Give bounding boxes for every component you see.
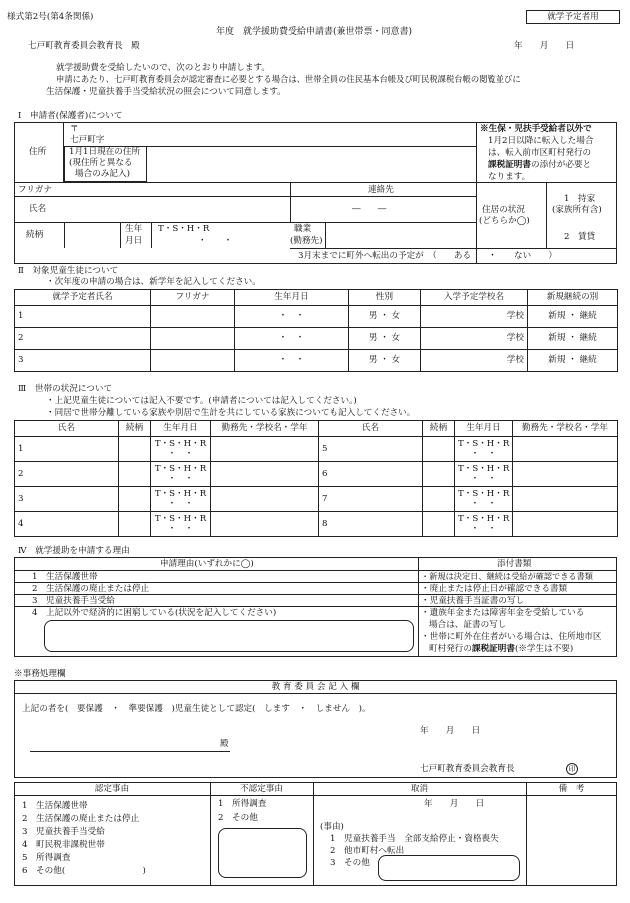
board-entry-title: 教 育 委 員 会 記 入 欄 <box>271 682 360 692</box>
certification-line[interactable]: 上記の者を( 要保護 ・ 準要保護 )児童生徒として認定( します ・ しません )。 <box>22 704 371 714</box>
table-row: 1 ・ ・ 男 ・ 女 学校 新規 ・ 継続 <box>15 306 618 328</box>
reason-col-header: 申請理由(いずれかに◯) <box>160 559 254 569</box>
cancellation-reason-label: (事由) <box>320 822 344 832</box>
reason-1[interactable]: 1 生活保護世帯 <box>32 572 98 582</box>
application-date: 年 月 日 <box>514 41 575 51</box>
section-3-heading: Ⅲ 世帯の状況について <box>18 384 113 394</box>
attachment-4a: ・遺族年金または障害年金を受給している <box>421 608 585 618</box>
attachment-5b: 町村発行の <box>429 644 472 654</box>
col-sex: 性別 <box>349 290 421 306</box>
housing-label-2: (どちらか◯) <box>479 216 530 226</box>
note-line-1: ※生保・児扶手受給者以外で <box>480 124 592 134</box>
attachment-3: ・児童扶養手当証書の写し <box>421 596 525 606</box>
housing-option-2[interactable]: 2 賃貸 <box>564 232 596 242</box>
prev-address-label-3: 場合のみ記入) <box>75 169 130 179</box>
note-line-2: 1月2日以降に転入した場合 <box>488 136 594 146</box>
recipient-dono: 殿 <box>220 739 229 749</box>
household-table: 氏名 続柄 生年月日 勤務先・学校名・学年 氏名 続柄 生年月日 勤務先・学校名・学年 1 T・S・H・R ・ ・ 5 T・S・H・R ・ ・ 2 T・S・H・R ・ ・ 6 T・S・H・R ・ ・ 3 T・S・H・R ・ ・ 7 T・S・H・R ・ ・ 4 T・S・H・R ・ ・ 8 T・S・H・R ・ ・ <box>14 420 618 537</box>
intro-line-1: 就学援助費を受給したいので、次のとおり申請します。 <box>56 63 270 73</box>
approval-reason-2[interactable]: 2 生活保護の廃止または停止 <box>22 814 140 824</box>
prev-address-label-1: 1月1日現在の住所 <box>69 147 141 157</box>
cancellation-reason-2[interactable]: 2 他市町村へ転出 <box>330 846 405 856</box>
col-school: 入学予定学校名 <box>421 290 528 306</box>
superintendent-sign: 七戸町教育委員会教育長 <box>420 764 515 774</box>
section-3-sub-1: ・上記児童生徒については記入不要です。(申請者については記入してください。) <box>46 396 357 406</box>
reason-4[interactable]: 4 上記以外で経済的に困窮している(状況を記入してください) <box>32 608 277 618</box>
prev-address-label-2: (現住所と異なる <box>69 158 133 168</box>
table-row: 2 ・ ・ 男 ・ 女 学校 新規 ・ 継続 <box>15 328 618 350</box>
attachment-2: ・廃止または停止日が確認できる書類 <box>421 584 568 594</box>
form-badge: 就学予定者用 <box>526 10 620 24</box>
town-prefix: 七戸町字 <box>70 135 105 145</box>
attachment-4b: 場合は、証書の写し <box>429 620 507 630</box>
transfer-question[interactable]: 3月末までに町外へ転出の予定が （ ある ・ ない ） <box>298 251 557 261</box>
section-2-sub: ・次年度の申請の場合は、新学年を記入してください。 <box>46 277 261 287</box>
section-4-heading: Ⅳ 就学援助を申請する理由 <box>18 546 130 556</box>
attachment-5a: ・世帯に町外在住者がいる場合は、住所地市区 <box>421 632 602 642</box>
intro-line-3: 生活保護・児童扶養手当受給状況の照会について同意します。 <box>46 87 286 97</box>
address-label: 住所 <box>29 147 47 157</box>
attachment-col-header: 添付書類 <box>497 559 532 569</box>
note-line-5: なります。 <box>488 172 531 182</box>
birth-label-1: 生年 <box>125 224 143 234</box>
office-heading: ※事務処理欄 <box>14 669 66 679</box>
certification-date: 年 月 日 <box>420 726 481 736</box>
col-rejection-reason: 不認定事由 <box>240 784 283 794</box>
contact-dash: ― ― <box>352 204 387 214</box>
section-3-sub-2: ・同居で世帯分離している家族や別居で生計を共にしている家族についても記入してください。 <box>46 408 416 418</box>
approval-reason-3[interactable]: 3 児童扶養手当受給 <box>22 827 105 837</box>
reason-3[interactable]: 3 児童扶養手当受給 <box>32 596 115 606</box>
name-label: 氏名 <box>29 204 47 214</box>
col-name: 就学予定者氏名 <box>15 290 151 306</box>
seal-icon: 印 <box>566 763 578 775</box>
reason-4-detail-field[interactable] <box>44 620 414 652</box>
attachment-1: ・新規は決定日、継続は受給が確認できる書類 <box>421 571 593 581</box>
col-type: 新規継続の別 <box>528 290 618 306</box>
intro-line-2: 申請にあたり、七戸町教育委員会が認定審査に必要とする場合は、世帯全員の住民基本台帳及び町民税課税台帳の閲覧並びに <box>56 74 521 84</box>
document-title: 年度 就学援助費受給申請書(兼世帯票・同意書) <box>216 27 413 37</box>
col-remarks: 備 考 <box>558 784 585 794</box>
note-line-3: は、転入前市区町村発行の <box>488 148 592 158</box>
cancellation-reason-1[interactable]: 1 児童扶養手当 全部支給停止・資格喪失 <box>330 834 499 844</box>
board-entry-box <box>14 680 617 778</box>
rejection-reason-2[interactable]: 2 その他 <box>218 813 258 823</box>
furigana-label: フリガナ <box>18 185 52 195</box>
job-label-2: (勤務先) <box>290 236 323 246</box>
housing-option-1[interactable]: 1 持家 <box>564 194 596 204</box>
addressee: 七戸町教育委員会教育長 殿 <box>28 41 140 51</box>
reason-2[interactable]: 2 生活保護の廃止または停止 <box>32 584 150 594</box>
approval-reason-1[interactable]: 1 生活保護世帯 <box>22 801 88 811</box>
approval-reason-5[interactable]: 5 所得調査 <box>22 853 71 863</box>
rejection-detail-field[interactable] <box>218 828 307 878</box>
attachment-5c: 課税証明書 <box>471 644 515 654</box>
relation-label: 続柄 <box>26 230 44 240</box>
table-row: 3 T・S・H・R ・ ・ 7 T・S・H・R ・ ・ <box>15 487 618 512</box>
note-cert-bold: 課税証明書 <box>488 160 531 170</box>
target-students-table <box>14 289 618 372</box>
postal-mark: 〒 <box>70 124 79 134</box>
table-row: 1 T・S・H・R ・ ・ 5 T・S・H・R ・ ・ <box>15 437 618 462</box>
cancellation-date: 年 月 日 <box>424 799 485 809</box>
table-row: 2 T・S・H・R ・ ・ 6 T・S・H・R ・ ・ <box>15 462 618 487</box>
cancellation-detail-field[interactable] <box>378 855 520 881</box>
attachment-5d: (※学生は不要) <box>514 644 574 654</box>
col-dob: 生年月日 <box>235 290 349 306</box>
birth-era: T・S・H・R <box>158 224 210 234</box>
rejection-reason-1[interactable]: 1 所得調査 <box>218 799 267 809</box>
job-label-1: 職業 <box>294 224 312 234</box>
col-furigana: フリガナ <box>151 290 235 306</box>
housing-label-1: 住居の状況 <box>482 205 525 215</box>
form-number: 様式第2号(第4条関係) <box>7 12 94 22</box>
section-1-heading: Ⅰ 申請者(保護者)について <box>18 111 123 121</box>
table-row: 4 T・S・H・R ・ ・ 8 T・S・H・R ・ ・ <box>15 512 618 537</box>
housing-option-1-note: (家族所有含) <box>552 205 602 215</box>
section-2-heading: Ⅱ 対象児童生徒について <box>18 266 119 276</box>
col-cancellation: 取消 <box>410 784 429 794</box>
approval-reason-4[interactable]: 4 町民税非課税世帯 <box>22 840 105 850</box>
birth-dots: ・ ・ <box>198 236 233 246</box>
birth-label-2: 月日 <box>125 236 143 246</box>
contact-label: 連絡先 <box>368 185 394 195</box>
cancellation-reason-3[interactable]: 3 その他 <box>330 858 370 868</box>
table-row: 3 ・ ・ 男 ・ 女 学校 新規 ・ 継続 <box>15 350 618 372</box>
approval-reason-6[interactable]: 6 その他( ) <box>22 866 146 876</box>
col-approval-reason: 認定事由 <box>94 784 130 794</box>
note-line-4: の添付が必要と <box>530 160 592 170</box>
